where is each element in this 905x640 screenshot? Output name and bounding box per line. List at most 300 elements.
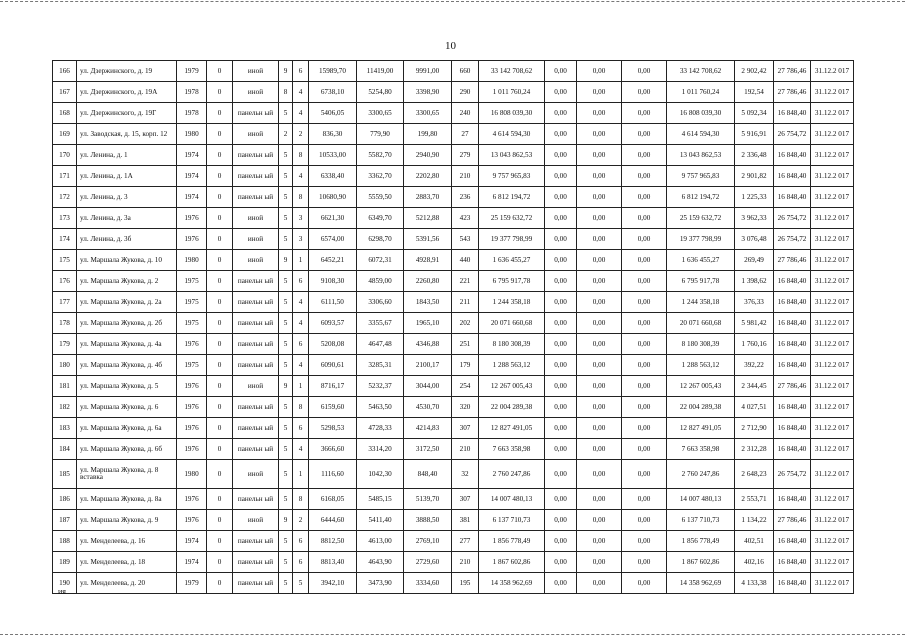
fund-cost-cell: 0,00 [545, 418, 577, 439]
row-number-cell: 179 [53, 334, 77, 355]
address-cell: ул. Маршала Жукова, д. 8 вставка [77, 460, 177, 489]
wall-material-cell: панельн ый [233, 271, 279, 292]
floors-cell: 5 [279, 208, 293, 229]
total-cost-cell: 12 827 491,05 [479, 418, 545, 439]
row-number-cell: 172 [53, 187, 77, 208]
residents-cell: 221 [452, 271, 479, 292]
completion-date-cell: 31.12.2 017 [811, 376, 854, 397]
total-area-cell: 6338,40 [309, 166, 357, 187]
living-area-cell: 1042,30 [357, 460, 404, 489]
limit-cost-cell: 27 786,46 [774, 61, 811, 82]
table-row [53, 460, 854, 489]
wall-material-cell: иной [233, 61, 279, 82]
address-cell: ул. Менделеева, д. 20 [77, 573, 177, 594]
residential-area-cell: 848,40 [404, 460, 452, 489]
address-cell: ул. Маршала Жукова, д. 6 [77, 397, 177, 418]
reconstruction-year-cell: 0 [207, 124, 233, 145]
address-cell: ул. Дзержинского, д. 19 [77, 61, 177, 82]
completion-date-cell: 31.12.2 017 [811, 292, 854, 313]
entrances-cell: 6 [293, 61, 309, 82]
living-area-cell: 6072,31 [357, 250, 404, 271]
regional-budget-cell: 0,00 [577, 573, 622, 594]
year-built-cell: 1974 [177, 145, 207, 166]
regional-budget-cell: 0,00 [577, 376, 622, 397]
municipal-budget-cell: 0,00 [622, 489, 667, 510]
row-number-cell: 186 [53, 489, 77, 510]
residents-cell: 27 [452, 124, 479, 145]
table-body [53, 61, 854, 594]
wall-material-cell: панельн ый [233, 334, 279, 355]
entrances-cell: 8 [293, 187, 309, 208]
residential-area-cell: 199,80 [404, 124, 452, 145]
limit-cost-cell: 26 754,72 [774, 208, 811, 229]
table-row [53, 510, 854, 531]
table-row [53, 61, 854, 82]
specific-cost-cell: 2 901,82 [735, 166, 774, 187]
regional-budget-cell: 0,00 [577, 439, 622, 460]
completion-date-cell: 31.12.2 017 [811, 103, 854, 124]
living-area-cell: 5254,80 [357, 82, 404, 103]
page-bottom-edge [0, 634, 905, 635]
fund-cost-cell: 0,00 [545, 531, 577, 552]
floors-cell: 8 [279, 82, 293, 103]
completion-date-cell: 31.12.2 017 [811, 397, 854, 418]
owners-funds-cell: 14 358 962,69 [667, 573, 735, 594]
total-cost-cell: 19 377 798,99 [479, 229, 545, 250]
living-area-cell: 5485,15 [357, 489, 404, 510]
completion-date-cell: 31.12.2 017 [811, 573, 854, 594]
address-cell: ул. Дзержинского, д. 19Г [77, 103, 177, 124]
residential-area-cell: 2940,90 [404, 145, 452, 166]
floors-cell: 5 [279, 313, 293, 334]
year-built-cell: 1976 [177, 439, 207, 460]
floors-cell: 5 [279, 397, 293, 418]
row-number-cell: 187 [53, 510, 77, 531]
completion-date-cell: 31.12.2 017 [811, 229, 854, 250]
floors-cell: 9 [279, 61, 293, 82]
total-cost-cell: 7 663 358,98 [479, 439, 545, 460]
fund-cost-cell: 0,00 [545, 250, 577, 271]
total-area-cell: 10533,00 [309, 145, 357, 166]
year-built-cell: 1980 [177, 124, 207, 145]
regional-budget-cell: 0,00 [577, 103, 622, 124]
wall-material-cell: иной [233, 510, 279, 531]
row-number-cell: 176 [53, 271, 77, 292]
owners-funds-cell: 1 636 455,27 [667, 250, 735, 271]
total-area-cell: 836,30 [309, 124, 357, 145]
living-area-cell: 5582,70 [357, 145, 404, 166]
year-built-cell: 1976 [177, 208, 207, 229]
entrances-cell: 1 [293, 376, 309, 397]
residential-area-cell: 4214,83 [404, 418, 452, 439]
total-cost-cell: 6 795 917,78 [479, 271, 545, 292]
floors-cell: 5 [279, 187, 293, 208]
year-built-cell: 1974 [177, 531, 207, 552]
row-number-cell: 166 [53, 61, 77, 82]
reconstruction-year-cell: 0 [207, 61, 233, 82]
year-built-cell: 1976 [177, 489, 207, 510]
owners-funds-cell: 6 795 917,78 [667, 271, 735, 292]
wall-material-cell: иной [233, 250, 279, 271]
limit-cost-cell: 26 754,72 [774, 460, 811, 489]
table-row [53, 489, 854, 510]
fund-cost-cell: 0,00 [545, 61, 577, 82]
municipal-budget-cell: 0,00 [622, 355, 667, 376]
residential-area-cell: 3398,90 [404, 82, 452, 103]
table-row [53, 376, 854, 397]
entrances-cell: 3 [293, 208, 309, 229]
floors-cell: 9 [279, 376, 293, 397]
total-cost-cell: 1 636 455,27 [479, 250, 545, 271]
regional-budget-cell: 0,00 [577, 531, 622, 552]
residents-cell: 210 [452, 552, 479, 573]
address-cell: ул. Маршала Жукова, д. 2а [77, 292, 177, 313]
municipal-budget-cell: 0,00 [622, 229, 667, 250]
limit-cost-cell: 27 786,46 [774, 510, 811, 531]
completion-date-cell: 31.12.2 017 [811, 187, 854, 208]
wall-material-cell: панельн ый [233, 439, 279, 460]
owners-funds-cell: 12 827 491,05 [667, 418, 735, 439]
specific-cost-cell: 2 712,90 [735, 418, 774, 439]
municipal-budget-cell: 0,00 [622, 460, 667, 489]
municipal-budget-cell: 0,00 [622, 397, 667, 418]
municipal-budget-cell: 0,00 [622, 439, 667, 460]
limit-cost-cell: 16 848,40 [774, 439, 811, 460]
floors-cell: 5 [279, 489, 293, 510]
regional-budget-cell: 0,00 [577, 355, 622, 376]
entrances-cell: 6 [293, 552, 309, 573]
address-cell: ул. Ленина, д. 1 [77, 145, 177, 166]
row-number-cell: 169 [53, 124, 77, 145]
specific-cost-cell: 269,49 [735, 250, 774, 271]
year-built-cell: 1979 [177, 573, 207, 594]
residential-area-cell: 4928,91 [404, 250, 452, 271]
fund-cost-cell: 0,00 [545, 124, 577, 145]
specific-cost-cell: 392,22 [735, 355, 774, 376]
table-row [53, 208, 854, 229]
wall-material-cell: панельн ый [233, 355, 279, 376]
total-area-cell: 6168,05 [309, 489, 357, 510]
row-number-cell: 181 [53, 376, 77, 397]
total-cost-cell: 12 267 005,43 [479, 376, 545, 397]
page-number: 10 [445, 40, 456, 52]
fund-cost-cell: 0,00 [545, 229, 577, 250]
residential-area-cell: 9991,00 [404, 61, 452, 82]
year-built-cell: 1974 [177, 552, 207, 573]
table-row [53, 229, 854, 250]
regional-budget-cell: 0,00 [577, 510, 622, 531]
municipal-budget-cell: 0,00 [622, 124, 667, 145]
year-built-cell: 1976 [177, 229, 207, 250]
fund-cost-cell: 0,00 [545, 573, 577, 594]
table-row [53, 82, 854, 103]
limit-cost-cell: 16 848,40 [774, 397, 811, 418]
municipal-budget-cell: 0,00 [622, 510, 667, 531]
floors-cell: 5 [279, 439, 293, 460]
owners-funds-cell: 25 159 632,72 [667, 208, 735, 229]
entrances-cell: 4 [293, 439, 309, 460]
reconstruction-year-cell: 0 [207, 397, 233, 418]
entrances-cell: 4 [293, 313, 309, 334]
completion-date-cell: 31.12.2 017 [811, 82, 854, 103]
total-cost-cell: 22 004 289,38 [479, 397, 545, 418]
address-cell: ул. Маршала Жукова, д. 10 [77, 250, 177, 271]
completion-date-cell: 31.12.2 017 [811, 439, 854, 460]
address-cell: ул. Ленина, д. 3 [77, 187, 177, 208]
row-number-cell: 170 [53, 145, 77, 166]
limit-cost-cell: 16 848,40 [774, 334, 811, 355]
reconstruction-year-cell: 0 [207, 460, 233, 489]
total-area-cell: 3666,60 [309, 439, 357, 460]
municipal-budget-cell: 0,00 [622, 250, 667, 271]
limit-cost-cell: 16 848,40 [774, 489, 811, 510]
total-area-cell: 6444,60 [309, 510, 357, 531]
total-cost-cell: 13 043 862,53 [479, 145, 545, 166]
completion-date-cell: 31.12.2 017 [811, 145, 854, 166]
fund-cost-cell: 0,00 [545, 510, 577, 531]
regional-budget-cell: 0,00 [577, 292, 622, 313]
row-number-cell: 183 [53, 418, 77, 439]
living-area-cell: 4613,00 [357, 531, 404, 552]
municipal-budget-cell: 0,00 [622, 145, 667, 166]
year-built-cell: 1976 [177, 334, 207, 355]
limit-cost-cell: 27 786,46 [774, 376, 811, 397]
total-cost-cell: 9 757 965,83 [479, 166, 545, 187]
regional-budget-cell: 0,00 [577, 82, 622, 103]
reconstruction-year-cell: 0 [207, 292, 233, 313]
total-cost-cell: 4 614 594,30 [479, 124, 545, 145]
living-area-cell: 5411,40 [357, 510, 404, 531]
year-built-cell: 1975 [177, 313, 207, 334]
reconstruction-year-cell: 0 [207, 355, 233, 376]
municipal-budget-cell: 0,00 [622, 552, 667, 573]
owners-funds-cell: 7 663 358,98 [667, 439, 735, 460]
specific-cost-cell: 402,51 [735, 531, 774, 552]
completion-date-cell: 31.12.2 017 [811, 313, 854, 334]
residential-area-cell: 5391,56 [404, 229, 452, 250]
address-cell: ул. Маршала Жукова, д. 6а [77, 418, 177, 439]
living-area-cell: 4643,90 [357, 552, 404, 573]
year-built-cell: 1976 [177, 510, 207, 531]
table-row [53, 397, 854, 418]
completion-date-cell: 31.12.2 017 [811, 418, 854, 439]
municipal-budget-cell: 0,00 [622, 376, 667, 397]
row-number-cell: 188 [53, 531, 77, 552]
specific-cost-cell: 2 312,28 [735, 439, 774, 460]
residents-cell: 179 [452, 355, 479, 376]
row-number-cell: 174 [53, 229, 77, 250]
wall-material-cell: панельн ый [233, 166, 279, 187]
living-area-cell: 4728,33 [357, 418, 404, 439]
floors-cell: 5 [279, 145, 293, 166]
residential-area-cell: 4346,88 [404, 334, 452, 355]
municipal-budget-cell: 0,00 [622, 531, 667, 552]
table-row [53, 355, 854, 376]
wall-material-cell: панельн ый [233, 397, 279, 418]
municipal-budget-cell: 0,00 [622, 61, 667, 82]
reconstruction-year-cell: 0 [207, 166, 233, 187]
housing-register-table [52, 60, 854, 594]
living-area-cell: 3362,70 [357, 166, 404, 187]
residents-cell: 236 [452, 187, 479, 208]
limit-cost-cell: 16 848,40 [774, 355, 811, 376]
wall-material-cell: панельн ый [233, 531, 279, 552]
floors-cell: 2 [279, 124, 293, 145]
owners-funds-cell: 14 007 480,13 [667, 489, 735, 510]
address-cell: ул. Менделеева, д. 18 [77, 552, 177, 573]
limit-cost-cell: 16 848,40 [774, 313, 811, 334]
wall-material-cell: иной [233, 376, 279, 397]
address-cell: ул. Маршала Жукова, д. 2 [77, 271, 177, 292]
residential-area-cell: 3044,00 [404, 376, 452, 397]
table-row [53, 292, 854, 313]
residential-area-cell: 2202,80 [404, 166, 452, 187]
floors-cell: 5 [279, 573, 293, 594]
reconstruction-year-cell: 0 [207, 376, 233, 397]
total-area-cell: 6090,61 [309, 355, 357, 376]
total-area-cell: 6574,00 [309, 229, 357, 250]
fund-cost-cell: 0,00 [545, 292, 577, 313]
residents-cell: 423 [452, 208, 479, 229]
total-area-cell: 15989,70 [309, 61, 357, 82]
specific-cost-cell: 5 981,42 [735, 313, 774, 334]
wall-material-cell: иной [233, 208, 279, 229]
residential-area-cell: 4530,70 [404, 397, 452, 418]
floors-cell: 9 [279, 510, 293, 531]
limit-cost-cell: 16 848,40 [774, 552, 811, 573]
residents-cell: 202 [452, 313, 479, 334]
municipal-budget-cell: 0,00 [622, 313, 667, 334]
residents-cell: 320 [452, 397, 479, 418]
address-cell: ул. Маршала Жукова, д. 6б [77, 439, 177, 460]
regional-budget-cell: 0,00 [577, 397, 622, 418]
year-built-cell: 1975 [177, 355, 207, 376]
row-number-cell: 171 [53, 166, 77, 187]
regional-budget-cell: 0,00 [577, 229, 622, 250]
entrances-cell: 4 [293, 103, 309, 124]
wall-material-cell: иной [233, 229, 279, 250]
table-row [53, 166, 854, 187]
owners-funds-cell: 1 244 358,18 [667, 292, 735, 313]
regional-budget-cell: 0,00 [577, 61, 622, 82]
residents-cell: 279 [452, 145, 479, 166]
total-cost-cell: 25 159 632,72 [479, 208, 545, 229]
specific-cost-cell: 5 092,34 [735, 103, 774, 124]
fund-cost-cell: 0,00 [545, 166, 577, 187]
reconstruction-year-cell: 0 [207, 103, 233, 124]
regional-budget-cell: 0,00 [577, 208, 622, 229]
total-area-cell: 6621,30 [309, 208, 357, 229]
address-cell: ул. Маршала Жукова, д. 4а [77, 334, 177, 355]
limit-cost-cell: 16 848,40 [774, 573, 811, 594]
entrances-cell: 6 [293, 334, 309, 355]
total-area-cell: 5298,53 [309, 418, 357, 439]
reconstruction-year-cell: 0 [207, 82, 233, 103]
owners-funds-cell: 1 856 778,49 [667, 531, 735, 552]
total-cost-cell: 14 358 962,69 [479, 573, 545, 594]
regional-budget-cell: 0,00 [577, 418, 622, 439]
year-built-cell: 1976 [177, 397, 207, 418]
specific-cost-cell: 2 648,23 [735, 460, 774, 489]
residents-cell: 381 [452, 510, 479, 531]
row-number-cell: 175 [53, 250, 77, 271]
regional-budget-cell: 0,00 [577, 250, 622, 271]
address-cell: ул. Маршала Жукова, д. 4б [77, 355, 177, 376]
living-area-cell: 5559,50 [357, 187, 404, 208]
wall-material-cell: панельн ый [233, 292, 279, 313]
entrances-cell: 4 [293, 82, 309, 103]
year-built-cell: 1975 [177, 271, 207, 292]
limit-cost-cell: 27 786,46 [774, 82, 811, 103]
total-cost-cell: 1 244 358,18 [479, 292, 545, 313]
footer-note: ия [58, 587, 66, 596]
table-row [53, 418, 854, 439]
residents-cell: 195 [452, 573, 479, 594]
fund-cost-cell: 0,00 [545, 334, 577, 355]
reconstruction-year-cell: 0 [207, 552, 233, 573]
fund-cost-cell: 0,00 [545, 103, 577, 124]
living-area-cell: 5232,37 [357, 376, 404, 397]
year-built-cell: 1978 [177, 103, 207, 124]
address-cell: ул. Заводская, д. 15, корп. 12 [77, 124, 177, 145]
limit-cost-cell: 16 848,40 [774, 187, 811, 208]
regional-budget-cell: 0,00 [577, 460, 622, 489]
reconstruction-year-cell: 0 [207, 439, 233, 460]
address-cell: ул. Ленина, д. 3б [77, 229, 177, 250]
residential-area-cell: 5139,70 [404, 489, 452, 510]
fund-cost-cell: 0,00 [545, 208, 577, 229]
floors-cell: 5 [279, 271, 293, 292]
table-row [53, 250, 854, 271]
residents-cell: 251 [452, 334, 479, 355]
owners-funds-cell: 4 614 594,30 [667, 124, 735, 145]
row-number-cell: 190 [53, 573, 77, 594]
owners-funds-cell: 6 812 194,72 [667, 187, 735, 208]
year-built-cell: 1974 [177, 187, 207, 208]
living-area-cell: 11419,00 [357, 61, 404, 82]
total-area-cell: 6093,57 [309, 313, 357, 334]
total-area-cell: 8716,17 [309, 376, 357, 397]
fund-cost-cell: 0,00 [545, 271, 577, 292]
total-area-cell: 6111,50 [309, 292, 357, 313]
year-built-cell: 1975 [177, 292, 207, 313]
municipal-budget-cell: 0,00 [622, 292, 667, 313]
total-cost-cell: 1 856 778,49 [479, 531, 545, 552]
floors-cell: 5 [279, 552, 293, 573]
residential-area-cell: 2883,70 [404, 187, 452, 208]
total-area-cell: 6738,10 [309, 82, 357, 103]
municipal-budget-cell: 0,00 [622, 334, 667, 355]
table-row [53, 145, 854, 166]
living-area-cell: 5463,50 [357, 397, 404, 418]
limit-cost-cell: 16 848,40 [774, 292, 811, 313]
total-area-cell: 1116,60 [309, 460, 357, 489]
completion-date-cell: 31.12.2 017 [811, 208, 854, 229]
residents-cell: 307 [452, 418, 479, 439]
owners-funds-cell: 8 180 308,39 [667, 334, 735, 355]
specific-cost-cell: 1 760,16 [735, 334, 774, 355]
regional-budget-cell: 0,00 [577, 271, 622, 292]
wall-material-cell: иной [233, 82, 279, 103]
municipal-budget-cell: 0,00 [622, 103, 667, 124]
row-number-cell: 173 [53, 208, 77, 229]
table-row [53, 439, 854, 460]
reconstruction-year-cell: 0 [207, 145, 233, 166]
completion-date-cell: 31.12.2 017 [811, 510, 854, 531]
fund-cost-cell: 0,00 [545, 187, 577, 208]
limit-cost-cell: 16 848,40 [774, 418, 811, 439]
total-cost-cell: 6 137 710,73 [479, 510, 545, 531]
